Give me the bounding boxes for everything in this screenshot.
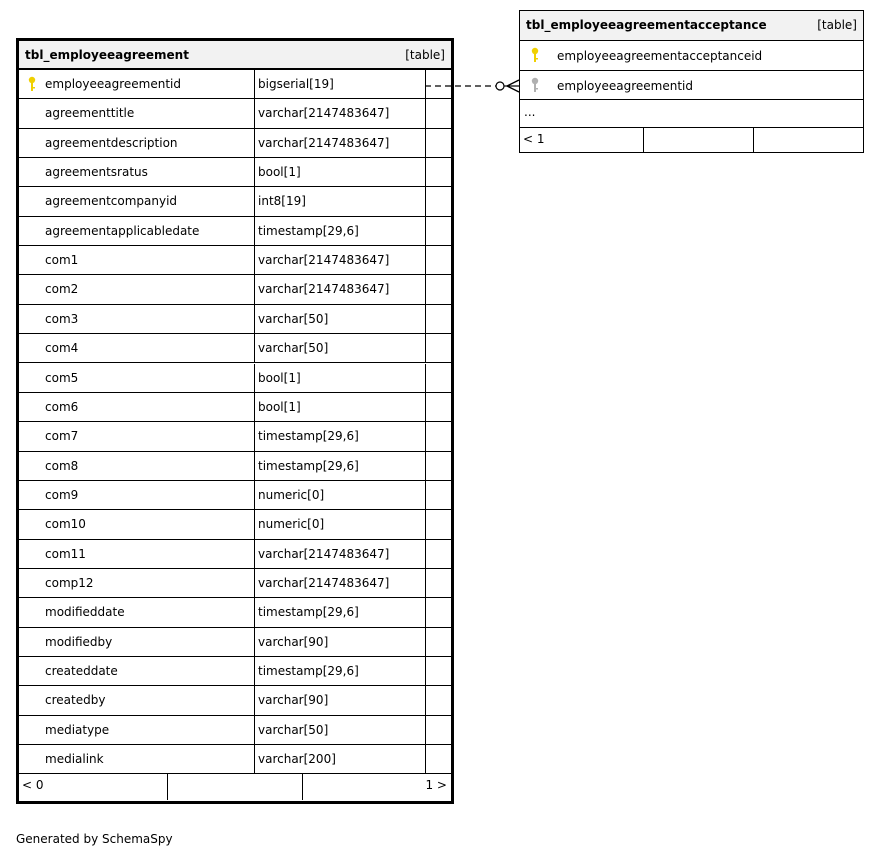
table-row[interactable]	[19, 393, 451, 422]
column-name: com1	[45, 253, 79, 268]
column-type: varchar[200]	[258, 752, 336, 767]
table-row[interactable]	[19, 510, 451, 539]
table-row[interactable]	[19, 657, 451, 686]
table-tbl-employeeagreement[interactable]	[16, 38, 454, 804]
column-type-cell	[255, 334, 426, 362]
table-name[interactable]: tbl_employeeagreementacceptance	[526, 18, 767, 32]
column-type: timestamp[29,6]	[258, 429, 359, 444]
column-name: employeeagreementacceptanceid	[557, 49, 763, 63]
column-type: varchar[50]	[258, 311, 329, 326]
column-name: com7	[45, 429, 79, 444]
column-type-cell	[255, 598, 426, 626]
column-type: timestamp[29,6]	[258, 605, 359, 620]
table-row[interactable]	[19, 452, 451, 481]
table-row[interactable]	[19, 70, 451, 99]
table-row-ellipsis	[520, 100, 863, 128]
column-type: varchar[2147483647]	[258, 282, 390, 297]
column-type-cell	[255, 158, 426, 186]
table-row[interactable]	[19, 305, 451, 334]
footer-parents-cell	[19, 774, 168, 800]
column-type-cell	[255, 393, 426, 421]
column-name-cell	[19, 716, 255, 744]
table-row[interactable]	[19, 628, 451, 657]
column-type-cell	[255, 657, 426, 685]
column-name-cell	[19, 598, 255, 626]
table-row[interactable]	[19, 481, 451, 510]
column-type: timestamp[29,6]	[258, 458, 359, 473]
column-name: employeeagreementid	[557, 78, 693, 93]
optional-circle	[496, 82, 504, 90]
table-row[interactable]	[19, 217, 451, 246]
table-row[interactable]	[19, 569, 451, 598]
table-row[interactable]	[19, 99, 451, 128]
column-type: bigserial[19]	[258, 77, 334, 91]
column-type: timestamp[29,6]	[258, 223, 359, 238]
footer-parents-count[interactable]: < 1	[523, 132, 545, 146]
column-name-cell	[19, 657, 255, 685]
column-name-cell	[19, 217, 255, 245]
column-type-cell	[255, 481, 426, 509]
column-type-cell	[255, 70, 426, 98]
table-row[interactable]	[19, 334, 451, 363]
column-name: com2	[45, 282, 79, 297]
footer-blank-cell	[168, 774, 303, 800]
column-name-cell	[19, 246, 255, 274]
column-type-cell	[255, 275, 426, 303]
table-header	[520, 11, 863, 41]
column-type-cell	[255, 510, 426, 538]
column-type: varchar[90]	[258, 693, 329, 708]
table-row[interactable]	[19, 745, 451, 774]
crowfoot-lower	[507, 86, 519, 92]
footer-parents-cell	[520, 128, 644, 152]
column-type: varchar[50]	[258, 341, 329, 356]
column-name: agreementapplicabledate	[45, 223, 200, 238]
column-type: varchar[2147483647]	[258, 106, 390, 121]
table-row[interactable]	[19, 686, 451, 715]
column-name-cell	[19, 540, 255, 568]
column-name-cell	[19, 275, 255, 303]
table-name[interactable]: tbl_employeeagreement	[25, 48, 189, 62]
table-row[interactable]	[19, 275, 451, 304]
footer-children-count[interactable]: 1 >	[425, 778, 447, 793]
column-name: com8	[45, 458, 79, 473]
column-name-cell	[19, 686, 255, 714]
column-name-cell	[19, 422, 255, 450]
column-name: com9	[45, 487, 79, 502]
column-type: timestamp[29,6]	[258, 664, 359, 678]
column-name-cell	[19, 628, 255, 656]
column-type-cell	[255, 217, 426, 245]
column-name: createdby	[45, 693, 106, 708]
column-name-cell	[19, 187, 255, 215]
column-name-cell	[19, 70, 255, 98]
column-type: varchar[2147483647]	[258, 253, 390, 268]
column-type-cell	[255, 99, 426, 127]
table-kind-label: [table]	[817, 18, 857, 32]
column-type-cell	[255, 452, 426, 480]
column-type-cell	[255, 569, 426, 597]
column-name-cell	[19, 481, 255, 509]
table-row[interactable]	[520, 71, 863, 101]
table-header	[19, 41, 451, 70]
column-name: mediatype	[45, 722, 110, 737]
table-row[interactable]	[19, 158, 451, 187]
column-name: com6	[45, 399, 79, 414]
table-row[interactable]	[19, 422, 451, 451]
footer-blank-cell	[754, 128, 863, 152]
column-type-cell	[255, 364, 426, 392]
table-footer	[19, 774, 451, 800]
column-name-cell	[19, 393, 255, 421]
column-name: agreementsratus	[45, 165, 148, 180]
table-row[interactable]	[19, 364, 451, 393]
column-name: employeeagreementid	[45, 77, 181, 91]
column-name-cell	[19, 510, 255, 538]
column-name-cell	[19, 305, 255, 333]
column-name-cell	[19, 452, 255, 480]
table-row[interactable]	[19, 716, 451, 745]
table-row[interactable]	[520, 41, 863, 71]
crowfoot-upper	[507, 80, 519, 86]
column-type-cell	[255, 246, 426, 274]
table-row[interactable]	[19, 598, 451, 627]
column-name: com3	[45, 311, 79, 326]
footer-children-cell	[303, 774, 451, 800]
generated-by-label: Generated by SchemaSpy	[16, 832, 173, 846]
table-tbl-employeeagreementacceptance[interactable]	[519, 10, 864, 153]
table-row[interactable]	[19, 540, 451, 569]
column-name-cell	[19, 334, 255, 362]
column-name: com11	[45, 546, 86, 561]
column-name-cell	[19, 129, 255, 157]
column-name-cell	[19, 364, 255, 392]
column-type: varchar[2147483647]	[258, 575, 390, 590]
column-type-cell	[255, 716, 426, 744]
column-type-cell	[255, 305, 426, 333]
table-row[interactable]	[19, 246, 451, 275]
column-type: numeric[0]	[258, 487, 325, 502]
table-row[interactable]	[19, 187, 451, 216]
column-name: agreementcompanyid	[45, 194, 178, 209]
column-name: createddate	[45, 664, 118, 678]
column-name-cell	[19, 99, 255, 127]
column-type-cell	[255, 187, 426, 215]
column-type: bool[1]	[258, 399, 301, 414]
table-row[interactable]	[19, 129, 451, 158]
column-type-cell	[255, 422, 426, 450]
column-type: numeric[0]	[258, 517, 325, 532]
column-type-cell	[255, 628, 426, 656]
column-type: varchar[90]	[258, 634, 329, 649]
column-name: com4	[45, 341, 79, 356]
column-name: com10	[45, 517, 86, 532]
column-type: varchar[2147483647]	[258, 546, 390, 561]
column-type: bool[1]	[258, 370, 301, 385]
column-type: int8[19]	[258, 194, 306, 209]
footer-parents-count[interactable]: < 0	[22, 778, 44, 793]
column-type-cell	[255, 745, 426, 773]
footer-blank-cell	[644, 128, 754, 152]
column-name: modifieddate	[45, 605, 125, 620]
column-name: com5	[45, 370, 79, 385]
column-name-cell	[19, 158, 255, 186]
column-type-cell	[255, 686, 426, 714]
column-type: varchar[2147483647]	[258, 135, 390, 150]
table-kind-label: [table]	[405, 48, 445, 62]
column-name: modifiedby	[45, 634, 113, 649]
column-name: agreementtitle	[45, 106, 135, 121]
table-footer	[520, 128, 863, 152]
column-name-cell	[19, 569, 255, 597]
column-type: bool[1]	[258, 165, 301, 180]
column-type-cell	[255, 540, 426, 568]
column-name: medialink	[45, 752, 104, 767]
more-columns-ellipsis: ...	[524, 105, 536, 119]
column-type: varchar[50]	[258, 722, 329, 737]
column-type-cell	[255, 129, 426, 157]
column-name: agreementdescription	[45, 135, 178, 150]
column-name: comp12	[45, 575, 94, 590]
column-name-cell	[19, 745, 255, 773]
